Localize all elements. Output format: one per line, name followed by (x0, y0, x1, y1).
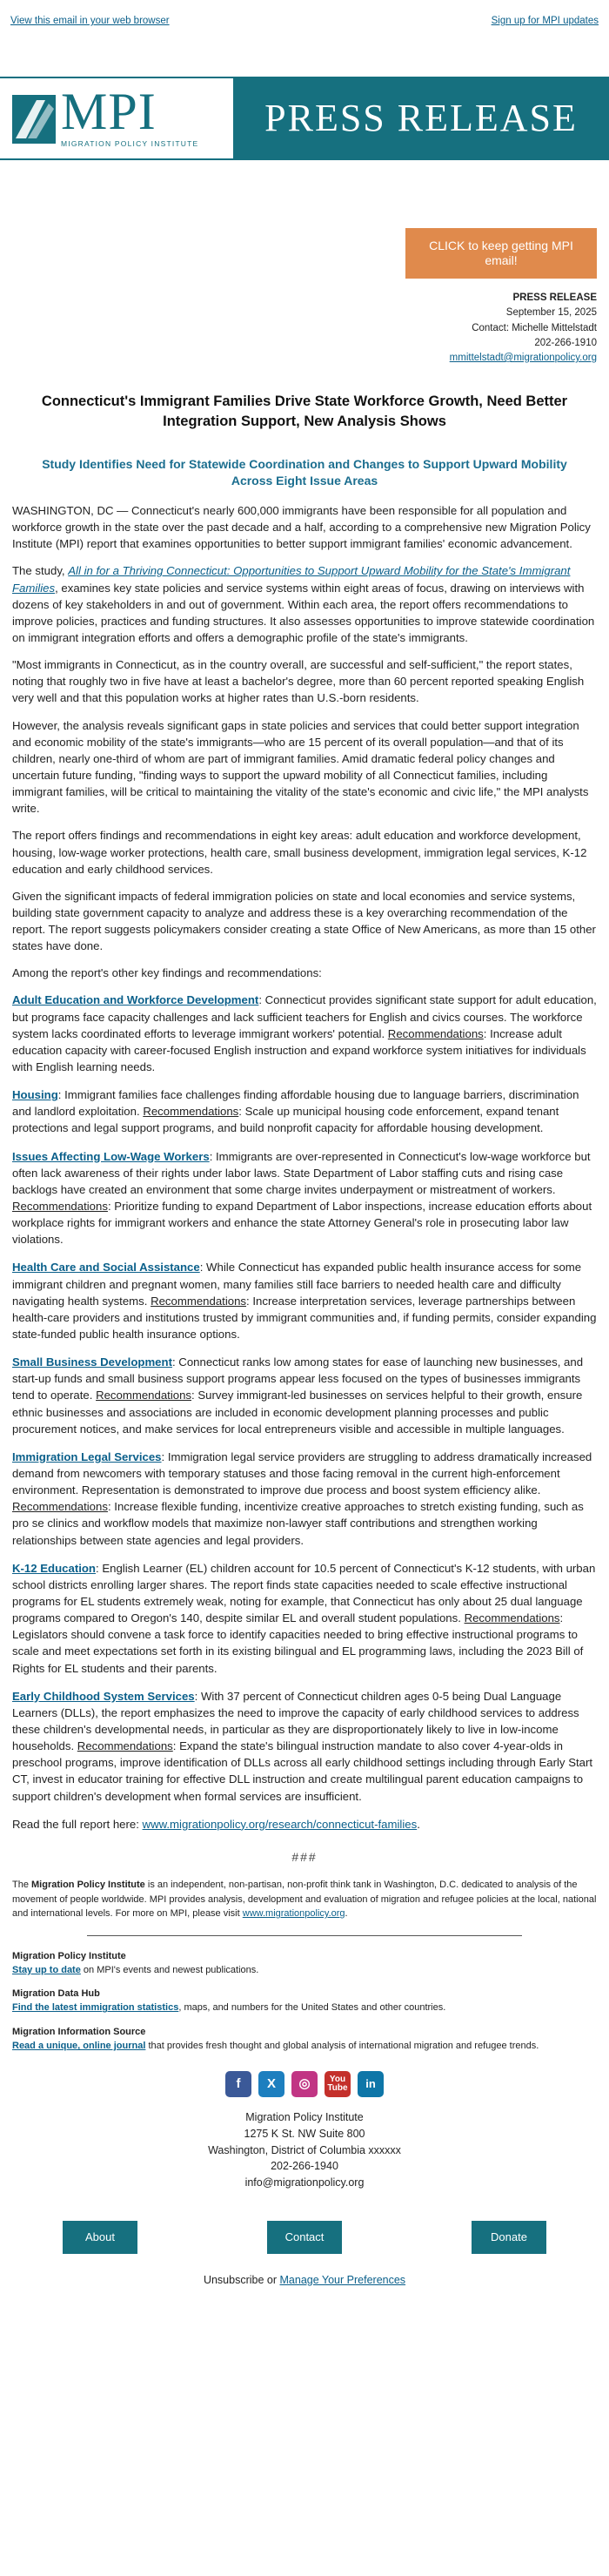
about-website-link[interactable]: www.migrationpolicy.org (242, 1908, 345, 1920)
paragraph-areas: The report offers findings and recommendations in eight key areas: adult education and workforce development, housing, low-wage worker protections, health care, small business development, immigration legal services, K-12 education and early childhood services. (12, 829, 587, 876)
instagram-icon[interactable]: ◎ (291, 2071, 318, 2097)
end-marker: ### (291, 1849, 318, 1864)
contact-name: Contact: Michelle Mittelstadt (472, 322, 597, 333)
recommendations-text: : Expand the state's bilingual instruction mandate to also cover 4-year-olds in preschool programs, improve identification of DLLs across all early childhood settings including through Early Start CT, invest in educator training for effective DLL instruction and create multilingual parent education campaigns to support children's development when formal services are insufficient. (12, 1739, 593, 1803)
resource-title: Migration Data Hub (12, 1988, 100, 2000)
section-text: : With 37 percent of Connecticut children ages 0-5 being Dual Language Learners (DLLs), the report emphasizes the need to improve the capacity of early childhood services to address these children's developmental needs, in particular as they are disproportionately likely to live in low-income households. (12, 1689, 579, 1753)
resource-text: on MPI's events and newest publications. (80, 1964, 259, 1975)
full-report-line (12, 1816, 597, 1833)
banner-title-panel (233, 77, 609, 160)
banner-title: PRESS RELEASE (264, 97, 578, 140)
section-text: : While Connecticut has expanded public health insurance access for some immigrant children and pregnant women, many families still face barriers to needed health care and difficulty navigating health systems. (12, 1261, 582, 1308)
recommendations-text: : Scale up municipal housing code enforcement, expand tenant protections and legal support programs, and build nonprofit capacity for affordable housing development. (12, 1105, 559, 1135)
section-text: : Immigrants are over-represented in Connecticut's low-wage workforce but often lack awareness of their rights under labor laws. State Department of Labor staffing cuts and rising case backlogs have created an environment that some charge invites underpayment or mistreatment of workers. (12, 1149, 591, 1196)
recommendations-label: Recommendations (143, 1105, 239, 1119)
logo-wordmark: MPI (61, 83, 157, 141)
resource-links (0, 1950, 609, 2055)
resource-title: Migration Information Source (12, 2027, 146, 2038)
section-health-care (12, 1259, 597, 1342)
paragraph-study (12, 562, 597, 646)
press-contact-block (0, 291, 609, 366)
divider (87, 1935, 522, 1936)
donate-button[interactable]: Donate (472, 2221, 546, 2254)
recommendations-label: Recommendations (387, 1026, 484, 1040)
unsubscribe-text: Unsubscribe or (203, 2273, 280, 2286)
resource-block-data-hub (12, 1987, 597, 2015)
recommendations-label: Recommendations (77, 1739, 173, 1753)
about-post: . (345, 1908, 348, 1920)
contact-button[interactable]: Contact (267, 2221, 342, 2254)
section-small-business (12, 1354, 597, 1437)
about-button[interactable]: About (63, 2221, 137, 2254)
facebook-icon[interactable]: f (225, 2071, 251, 2097)
contact-phone: 202-266-1910 (534, 337, 597, 348)
section-title-link[interactable]: Housing (12, 1088, 58, 1102)
resource-link[interactable]: Stay up to date (12, 1964, 81, 1975)
sign-up-link[interactable]: Sign up for MPI updates (491, 16, 599, 26)
address-street: 1275 K St. NW Suite 800 (244, 2127, 365, 2140)
headline: Connecticut's Immigrant Families Drive State Workforce Growth, Need Better Integration Support, New Analysis Shows (41, 393, 568, 430)
resource-block-source (12, 2026, 597, 2054)
address-phone: 202-266-1940 (271, 2160, 338, 2173)
about-mpi (0, 1878, 609, 1921)
top-bar (0, 0, 609, 40)
section-title-link[interactable]: K-12 Education (12, 1561, 96, 1575)
about-pre: The (12, 1880, 32, 1891)
full-report-pre: Read the full report here: (12, 1817, 143, 1831)
bottom-spacer (0, 2288, 609, 2323)
address-email: info@migrationpolicy.org (244, 2176, 365, 2189)
resource-link[interactable]: Find the latest immigration statistics (12, 2002, 179, 2014)
recommendations-text: : Legislators should convene a task force to identify capacities needed to bring effective instructional programs to scale and meet expectations set forth in its existing bilingual and EL programming laws, including the 2023 Bill of Rights for EL students and their parents. (12, 1611, 584, 1675)
recommendations-label: Recommendations (464, 1611, 560, 1625)
section-legal-services (12, 1449, 597, 1549)
paragraph-among: Among the report's other key findings and recommendations: (12, 966, 322, 980)
paragraph-study-pre: The study, (12, 564, 69, 578)
about-org-name: Migration Policy Institute (31, 1880, 145, 1891)
resource-link[interactable]: Read a unique, online journal (12, 2041, 146, 2052)
paragraph-quote: "Most immigrants in Connecticut, as in the country overall, are successful and self-sufficient," the report states, noting that roughly two in five have at least a bachelor's degree, more than 60 percent reported speaking English very well and that this population works at higher rates than U.S.-born residents. (12, 658, 585, 705)
section-adult-education (12, 992, 597, 1075)
section-title-link[interactable]: Small Business Development (12, 1355, 172, 1369)
footer-buttons (0, 2221, 609, 2254)
keep-email-button[interactable]: CLICK to keep getting MPI email! (405, 228, 597, 279)
logo-subtitle: MIGRATION POLICY INSTITUTE (61, 139, 199, 149)
mpi-logo[interactable] (0, 77, 233, 160)
recommendations-text: : Increase flexible funding, incentivize creative approaches to stretch existing funding, such as pro se clinics and workflow models that maximize non-lawyer staff contributions and strengthen working relationships between state agencies and legal providers. (12, 1500, 584, 1547)
section-title-link[interactable]: Adult Education and Workforce Development (12, 993, 259, 1007)
resource-title: Migration Policy Institute (12, 1950, 126, 1961)
section-title-link[interactable]: Immigration Legal Services (12, 1449, 162, 1463)
recommendations-text: : Prioritize funding to expand Department of Labor inspections, increase education efforts about workplace rights for immigrant workers and enhance the state Attorney General's role in prosecuting labor law violations. (12, 1200, 592, 1247)
recommendations-text: : Increase interpretation services, leverage partnerships between health-care providers and institutions trusted by immigrant communities and, if funding permits, consider expanding state-funded public health insurance options. (12, 1294, 597, 1342)
unsubscribe-footer (0, 2273, 609, 2288)
section-text: : English Learner (EL) children account for 10.5 percent of Connecticut's K-12 students, with urban school districts enrolling larger shares. The report finds state capacities needed to scale effective instructional programs for EL students extremely weak, noting for example, that Connecticut has only about 25 dual language programs compared to Oregon's 140, despite similar EL and overall student populations. (12, 1561, 596, 1625)
section-title-link[interactable]: Health Care and Social Assistance (12, 1261, 200, 1275)
report-title-link[interactable]: All in for a Thriving Connecticut: Opportunities to Support Upward Mobility for the State's Immigrant Families (12, 564, 571, 595)
recommendations-text: : Survey immigrant-led businesses on services helpful to their growth, ensure ethnic businesses and associations are included in economic development planning processes and public procurement notices, and make services for local entrepreneurs visible and accessible in multiple languages. (12, 1389, 583, 1436)
mpi-logo-mark-icon (10, 88, 57, 149)
recommendations-text: : Increase adult education capacity with career-focused English instruction and expand workforce system initiatives for individuals with English learning needs. (12, 1026, 586, 1074)
contact-email-link[interactable]: mmittelstadt@migrationpolicy.org (449, 353, 597, 363)
address-org: Migration Policy Institute (245, 2111, 364, 2124)
address-city: Washington, District of Columbia xxxxxx (208, 2143, 401, 2156)
view-in-browser-link[interactable]: View this email in your web browser (10, 16, 170, 26)
section-title-link[interactable]: Issues Affecting Low-Wage Workers (12, 1149, 210, 1163)
about-text: is an independent, non-partisan, non-profit think tank in Washington, D.C. dedicated to analysis of the movement of people worldwide. MPI provides analysis, development and evaluation of migration and refugee policies at the local, national and international levels. For more on MPI, please visit (12, 1880, 597, 1920)
section-early-childhood (12, 1688, 597, 1805)
recommendations-label: Recommendations (12, 1200, 108, 1214)
press-release-banner (0, 77, 609, 160)
recommendations-label: Recommendations (12, 1500, 108, 1514)
full-report-post: . (417, 1817, 420, 1831)
section-low-wage-workers (12, 1148, 597, 1248)
section-text: : Connecticut provides significant state support for adult education, but programs face capacity challenges and lack sufficient teachers for English and civics courses. The workforce system lacks coordinated efforts to leverage immigrant workers' potential. (12, 993, 597, 1040)
release-date: September 15, 2025 (505, 307, 597, 319)
mailing-address (0, 2109, 609, 2191)
section-title-link[interactable]: Early Childhood System Services (12, 1689, 195, 1703)
paragraph-study-post: , examines key state policies and service systems within eight areas of focus, drawing on interviews with dozens of key stakeholders in and out of government. Within each area, the report offers recommendations to improve policies, practices and funding structures. It also assesses opportunities to improve statewide coordination on immigrant integration efforts and offers a demographic profile of the state's immigrants. (12, 581, 595, 644)
section-housing (12, 1086, 597, 1136)
logo-text-block (61, 83, 199, 149)
twitter-icon[interactable]: X (258, 2071, 284, 2097)
cta-wrapper (0, 228, 609, 279)
youtube-icon[interactable]: You Tube (325, 2071, 351, 2097)
full-report-link[interactable]: www.migrationpolicy.org/research/connecticut-families (142, 1817, 418, 1831)
recommendations-label: Recommendations (96, 1389, 192, 1402)
resource-text: , maps, and numbers for the United States and other countries. (178, 2002, 446, 2014)
section-text: : Immigration legal service providers are struggling to address dramatically increased demand from newcomers with temporary statuses and those facing removal in the current high-enforcement environment. Representation is demonstrated to improve due process and boost system efficiency alike. (12, 1449, 592, 1497)
article-body (0, 502, 609, 1833)
press-release-label: PRESS RELEASE (512, 293, 597, 303)
section-text: : Connecticut ranks low among states for ease of launching new businesses, and start-up funds and small business support programs appear less focused on the types of businesses immigrants tend to operate. (12, 1355, 584, 1402)
paragraph-federal: Given the significant impacts of federal immigration policies on state and local economies and service systems, building state government capacity to analyze and address these is a key overarching recommendation of the report. The report suggests policymakers consider creating a state Office of New Americans, as more than 15 other states have done. (12, 889, 596, 953)
section-k12-education (12, 1560, 597, 1677)
paragraph-intro: WASHINGTON, DC — Connecticut's nearly 600,000 immigrants have been responsible for all population and workforce growth in the state over the past decade and a half, according to a comprehensive new Migration Policy Institute (MPI) report that examines opportunities to better support immigrant families' economic advancement. (12, 503, 591, 551)
resource-text: that provides fresh thought and global analysis of international migration and refugee trends. (145, 2041, 539, 2052)
manage-preferences-link[interactable]: Manage Your Preferences (279, 2273, 406, 2286)
linkedin-icon[interactable]: in (358, 2071, 384, 2097)
subheadline: Study Identifies Need for Statewide Coordination and Changes to Support Upward Mobility Across Eight Issue Areas (42, 456, 567, 488)
social-icons (0, 2071, 609, 2097)
recommendations-label: Recommendations (151, 1294, 247, 1308)
paragraph-gaps: However, the analysis reveals significant gaps in state policies and services that could better support integration and economic mobility of the state's immigrants—who are 15 percent of its overall population—and that of its children, nearly one-third of whom are part of immigrant families. Amid dramatic federal policy changes and uncertain future funding, "finding ways to support the upward mobility of all Connecticut families, including immigrant families, will be critical to maintaining the vitality of the state's economic and civic life," the MPI analysts write. (12, 718, 589, 816)
resource-block-mpi (12, 1950, 597, 1978)
section-text: : Immigrant families face challenges finding affordable housing due to language barriers, discrimination and landlord exploitation. (12, 1088, 579, 1119)
